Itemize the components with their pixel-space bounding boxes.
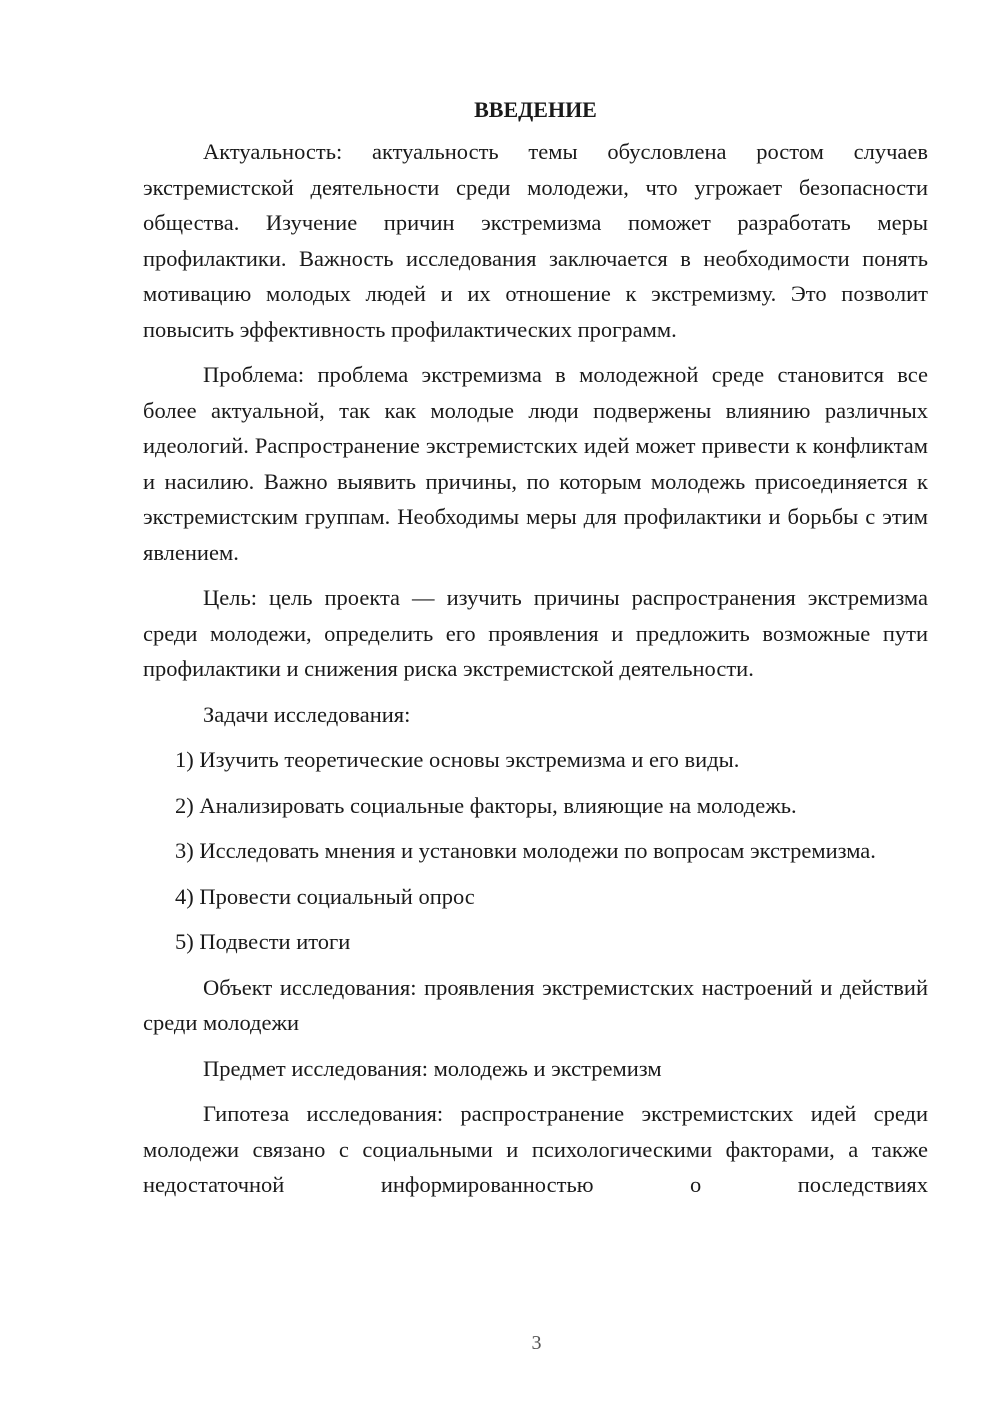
page-content [143,95,928,1203]
task-item: 2) Анализировать социальные факторы, влияющие на молодежь. [175,792,797,818]
research-hypothesis: Гипотеза исследования: распространение экстремистских идей среди молодежи связано с социальными и психологическими факторами, а также недостаточной информированностью о последствиях [143,1101,928,1197]
task-item: 3) Исследовать мнения и установки молодежи по вопросам экстремизма. [175,838,876,863]
research-subject: Предмет исследования: молодежь и экстремизм [203,1055,662,1081]
task-item: 1) Изучить теоретические основы экстремизма и его виды. [175,747,740,772]
relevance-paragraph: Актуальность: актуальность темы обусловлена ростом случаев экстремистской деятельности среди молодежи, что угрожает безопасности общества. Изучение причин экстремизма поможет разработать меры профилактики. Важность исследования заключается в необходимости понять мотивацию молодых людей и их отношение к экстремизму. Это позволит повысить эффективность профилактических программ. [143,139,928,342]
page-number: 3 [531,1332,542,1354]
problem-paragraph: Проблема: проблема экстремизма в молодежной среде становится все более актуальной, так как молодые люди подвержены влиянию различных идеологий. Распространение экстремистских идей может привести к конфликтам и насилию. Важно выявить причины, по которым молодежь присоединяется к экстремистским группам. Необходимы меры для профилактики и борьбы с этим явлением. [143,362,928,565]
tasks-heading: Задачи исследования: [203,701,411,727]
research-object: Объект исследования: проявления экстремистских настроений и действий среди молодежи [143,974,928,1035]
task-item: 5) Подвести итоги [175,929,351,954]
goal-paragraph: Цель: цель проекта — изучить причины распространения экстремизма среди молодежи, определить его проявления и предложить возможные пути профилактики и снижения риска экстремистской деятельности. [143,585,928,681]
task-item: 4) Провести социальный опрос [175,883,475,909]
page-title: ВВЕДЕНИЕ [474,97,597,122]
